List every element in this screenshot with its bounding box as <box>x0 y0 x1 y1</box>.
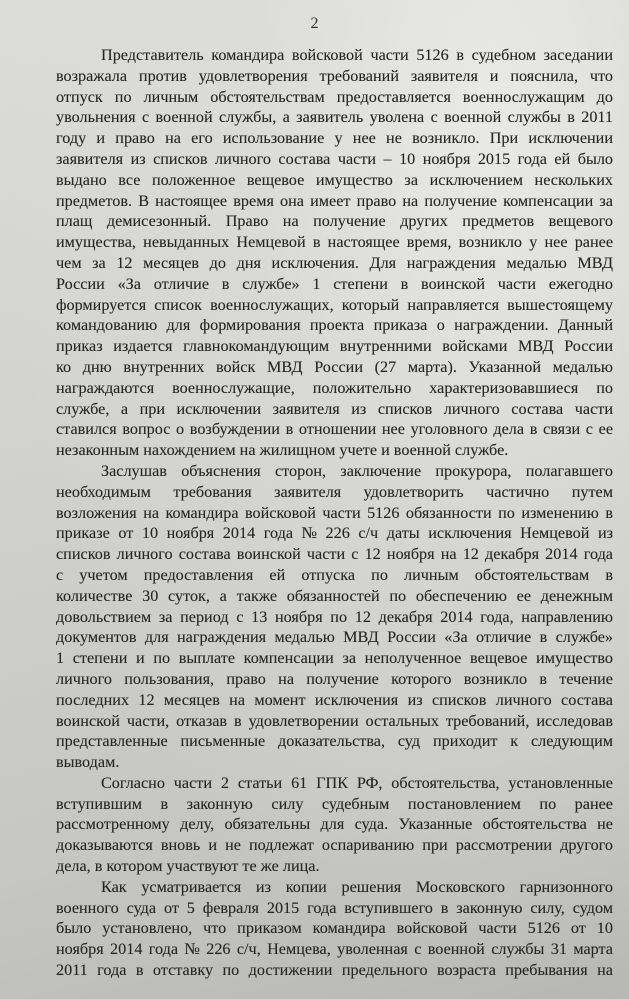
paragraph-4 <box>56 877 613 981</box>
text-line: плащ демисезонный. Право на получение других предметов вещевого <box>56 212 613 231</box>
text-line: рассмотренному делу, обязательны для суда. Указанные обстоятельства не <box>56 815 613 834</box>
text-line: службе, а при исключении заявителя из списков личного состава части <box>56 399 613 418</box>
text-line: последних 12 месяцев на момент исключения из списков личного состава <box>56 690 613 709</box>
text-line: было установлено, что приказом командира войсковой части 5126 от 10 <box>56 919 613 938</box>
text-line: выдано все положенное вещевое имущество за исключением нескольких <box>56 170 613 189</box>
text-line: Согласно части 2 статьи 61 ГПК РФ, обстоятельства, установленные <box>101 773 613 792</box>
text-line: имущества, невыданных Немцевой в настоящее время, возникло у нее ранее <box>56 233 613 252</box>
text-line: приказе от 10 ноября 2014 года № 226 с/ч даты исключения Немцевой из <box>56 524 613 543</box>
text-line: довольствием за период с 13 ноября по 12 декабря 2014 года, направлению <box>56 607 613 626</box>
text-line: отпуск по личным обстоятельствам предоставляется военнослужащим до <box>56 87 613 106</box>
text-line: чем за 12 месяцев до дня исключения. Для награждения медалью МВД <box>56 253 613 272</box>
text-line: документов для награждения медалью МВД России «За отличие в службе» <box>56 628 613 647</box>
text-line: незаконным нахождением на жилищном учете и военной службе. <box>56 441 509 460</box>
text-line: предметов. В настоящее время она имеет право на получение компенсации за <box>56 191 613 210</box>
text-line: необходимым требования заявителя удовлетворить частично путем <box>56 482 613 501</box>
text-line: году и право на его использование у нее не возникло. При исключении <box>56 129 613 148</box>
text-line: возражала против удовлетворения требований заявителя и пояснила, что <box>56 66 613 85</box>
text-line: ко дню внутренних войск МВД России (27 марта). Указанной медалью <box>56 357 613 376</box>
text-line: командованию для формирования проекта приказа о награждении. Данный <box>56 316 613 335</box>
text-line: воинской части, отказав в удовлетворении остальных требований, исследовав <box>56 711 613 730</box>
text-line: заявителя из списков личного состава части – 10 ноября 2015 года ей было <box>56 149 613 168</box>
text-line: 2011 года в отставку по достижении предельного возраста пребывания на <box>56 961 613 980</box>
text-line: формируется список военнослужащих, который направляется вышестоящему <box>56 295 613 314</box>
text-line: списков личного состава воинской части с 12 ноября на 12 декабря 2014 года <box>56 545 613 564</box>
text-line: дела, в котором участвуют те же лица. <box>56 857 320 876</box>
text-line: Представитель командира войсковой части 5126 в судебном заседании <box>101 46 613 64</box>
text-line: ставился вопрос о возбуждении в отношении нее уголовного дела в связи с ее <box>56 420 613 439</box>
document-body <box>56 45 613 981</box>
text-line: вступившим в законную силу судебным постановлением по ранее <box>56 794 613 813</box>
text-line: увольнения с военной службы, а заявитель уволена с военной службы в 2011 <box>56 108 613 127</box>
text-line: личного пользования, право на получение которого возникло в течение <box>56 669 613 688</box>
text-line: 1 степени и по выплате компенсации за неполученное вещевое имущество <box>56 649 613 668</box>
text-line: России «За отличие в службе» 1 степени в воинской части ежегодно <box>56 274 613 293</box>
text-line: Заслушав объяснения сторон, заключение прокурора, полагавшего <box>101 461 613 480</box>
text-line: возложения на командира войсковой части 5126 обязанности по изменению в <box>56 503 613 522</box>
text-line: представленные письменные доказательства, суд приходит к следующим <box>56 732 613 751</box>
page-number: 2 <box>310 15 319 32</box>
paragraph-2 <box>56 461 613 773</box>
text-line: военного суда от 5 февраля 2015 года вступившего в законную силу, судом <box>56 898 613 917</box>
text-line: Как усматривается из копии решения Московского гарнизонного <box>101 877 613 896</box>
text-line: награждаются военнослужащие, положительно характеризовавшиеся по <box>56 378 613 397</box>
paragraph-3 <box>56 773 613 877</box>
text-line: ноября 2014 года № 226 с/ч, Немцева, уволенная с военной службы 31 марта <box>56 940 613 959</box>
text-line: доказываются вновь и не подлежат оспариванию при рассмотрении другого <box>56 836 613 855</box>
text-line: количестве 30 суток, а также обязанностей по обеспечению ее денежным <box>56 586 613 605</box>
text-line: приказ издается главнокомандующим внутренними войсками МВД России <box>56 337 613 356</box>
text-line: выводам. <box>56 753 120 772</box>
text-line: с учетом предоставления ей отпуска по личным обстоятельствам в <box>56 565 613 584</box>
paragraph-1 <box>56 45 613 461</box>
